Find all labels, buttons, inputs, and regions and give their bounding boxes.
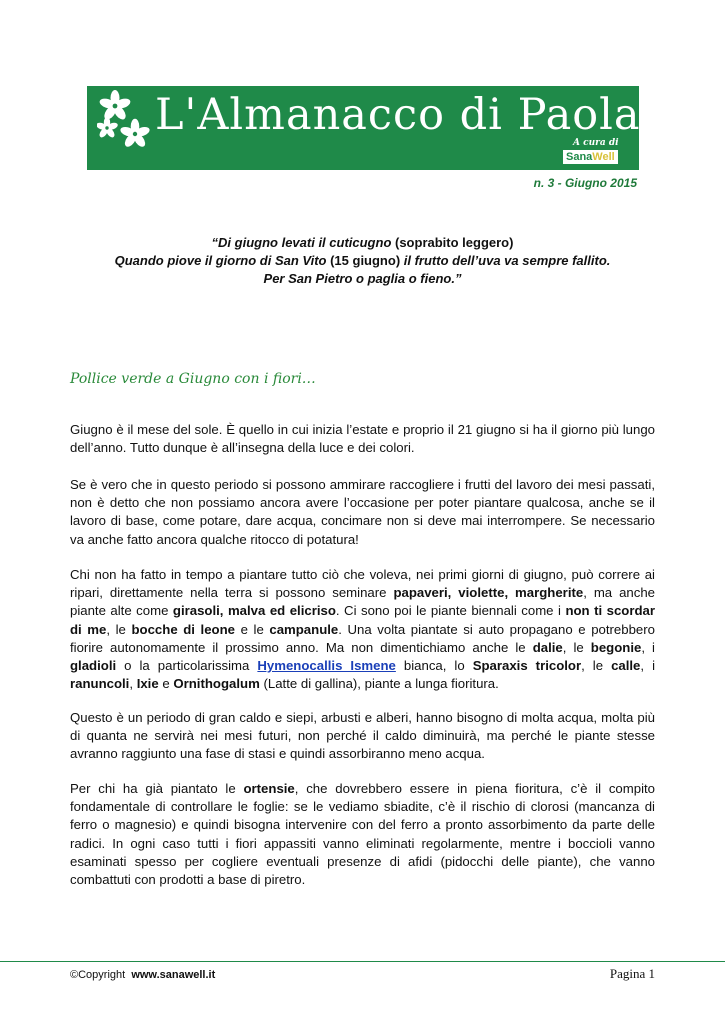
- issue-number: n. 3 - Giugno 2015: [533, 176, 637, 190]
- quote-line-2: Quando piove il giorno di San Vito (15 giugno) il frutto dell’uva va sempre fallito.: [114, 253, 611, 268]
- hymenocallis-link[interactable]: Hymenocallis Ismene: [257, 658, 396, 674]
- quote-line-1: “Di giugno levati il cuticugno (soprabito leggero): [211, 235, 514, 250]
- footer-copyright: ©Copyright www.sanawell.it: [70, 969, 216, 981]
- website-link[interactable]: www.sanawell.it: [131, 969, 216, 981]
- footer-divider: [0, 961, 725, 962]
- page-number: Pagina 1: [609, 966, 655, 981]
- brand-part-well: Well: [592, 151, 615, 163]
- header-banner: [87, 86, 639, 170]
- paragraph-3: Chi non ha fatto in tempo a piantare tutto ciò che voleva, nei primi giorni di giugno, può correre ai ripari, direttamente nella terra si possono seminare papaveri, violette, margherite, ma anche piante alte come girasoli, malva ed elicriso. Ci sono poi le piante biennali come i non ti scordar di me, le bocche di leone e le campanule. Una volta piantate si auto propagano e potrebbero fiorire autonomamente il prossimo anno. Ma non dimentichiamo anche le dalie, le begonie, i gladioli o la particolarissima Hymenocallis Ismene bianca, lo Sparaxis tricolor, le calle, i ranuncoli, Ixie e Ornithogalum (Latte di gallina), piante a lunga fioritura.: [70, 567, 656, 692]
- brand-part-sana: Sana: [566, 151, 593, 163]
- curated-by-label: A cura di: [573, 138, 619, 148]
- paragraph-2: Se è vero che in questo periodo si possono ammirare raccogliere i frutti del lavoro dei mesi passati, non è detto che non possiamo ancora avere l’occasione per poter piantare qualcosa, anche se il lavoro di base, come potare, dare acqua, concimare non si deve mai interrompere. Se necessario va anche fatto ancora qualche ritocco di potatura!: [70, 477, 655, 547]
- white-flowers-icon: [97, 90, 153, 166]
- paragraph-1: Giugno è il mese del sole. È quello in cui inizia l’estate e proprio il 21 giugno si ha il giorno più lungo dell’anno. Tutto dunque è all’insegna della luce e dei colori.: [70, 422, 655, 456]
- quote-line-3: Per San Pietro o paglia o fieno.”: [263, 271, 462, 286]
- almanac-title: L'Almanacco di Paola: [155, 90, 641, 140]
- proverb-quote: [70, 234, 655, 288]
- section-title: Pollice verde a Giugno con i fiori…: [70, 371, 316, 387]
- sanawell-logo: [563, 150, 618, 164]
- paragraph-4: Questo è un periodo di gran caldo e siepi, arbusti e alberi, hanno bisogno di molta acqua, molta più di quanta ne servirà nei mesi futuri, non perché il caldo diminuirà, ma perché le piante stesse avranno raggiunto una fase di stasi e quindi assorbiranno meno acqua.: [70, 710, 655, 762]
- paragraph-5: Per chi ha già piantato le ortensie, che dovrebbero essere in piena fioritura, c’è il compito fondamentale di controllare le foglie: se le vediamo sbiadite, c’è il rischio di clorosi (mancanza di ferro o magnesio) e quindi bisogna intervenire con del ferro a pronto assorbimento da parte delle radici. In ogni caso tutti i fiori appassiti vanno eliminati regolarmente, mentre i boccioli vanno esaminati spesso per cogliere eventuali presenze di afidi (pidocchi delle piante), che vanno combattuti con prodotti a base di piretro.: [70, 781, 655, 888]
